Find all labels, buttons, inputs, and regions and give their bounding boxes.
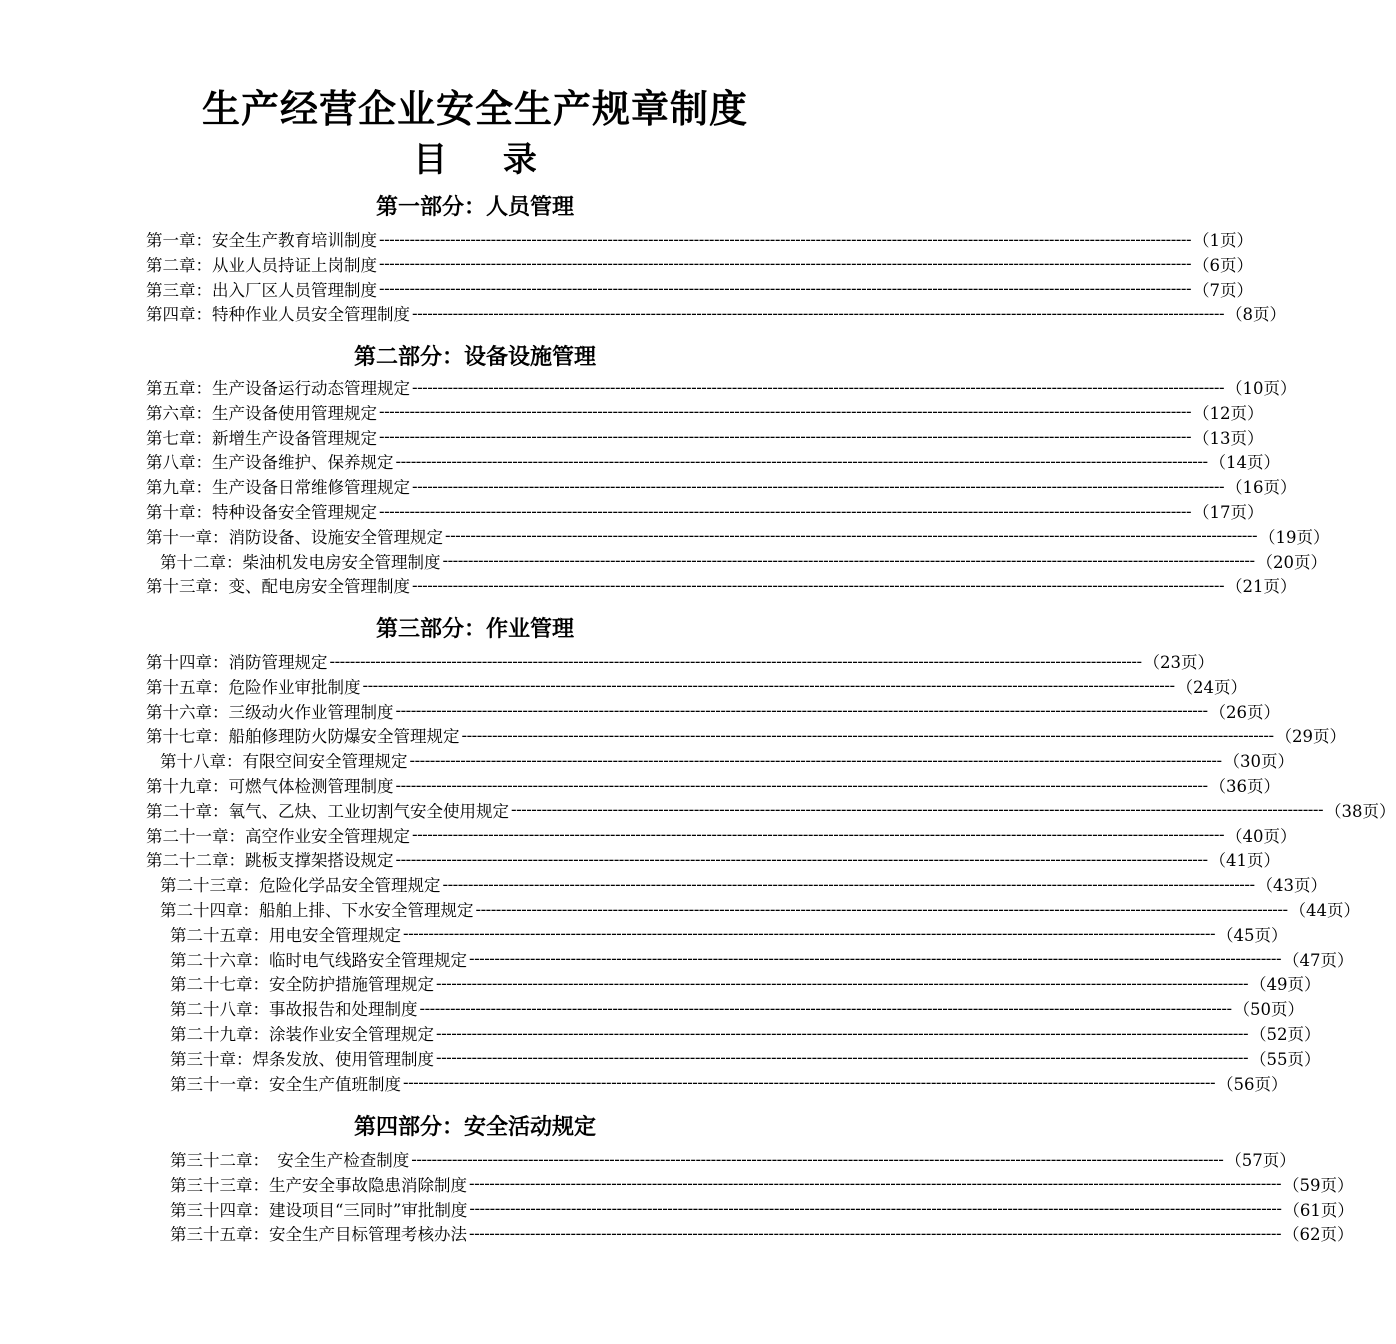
toc-entry-title: 第二章：从业人员持证上岗制度 (146, 255, 377, 275)
toc-entry[interactable] (146, 798, 1396, 822)
toc-entry[interactable] (170, 1071, 1288, 1095)
toc-entry-page: （14页） (1209, 453, 1281, 473)
dash-leader: ---------------------------------------------------------------------------------------------------------------------------------------------------------------- (362, 676, 1175, 696)
toc-entry-page: （41页） (1209, 851, 1281, 871)
toc-entry-title: 第十六章：三级动火作业管理制度 (146, 702, 394, 722)
toc-entry-page: （17页） (1193, 503, 1264, 522)
toc-entry[interactable] (146, 723, 1347, 747)
toc-entry-title: 第八章：生产设备维护、保养规定 (146, 453, 394, 473)
dash-leader: ---------------------------------------------------------------------------------------------------------------------------------------------------------------- (412, 377, 1225, 397)
dash-leader: ---------------------------------------------------------------------------------------------------------------------------------------------------------------- (412, 303, 1225, 323)
toc-entry-title: 第三章：出入厂区人员管理制度 (146, 280, 377, 300)
toc-heading: 目 录 (413, 140, 559, 180)
toc-entry-title: 第十章：特种设备安全管理规定 (146, 503, 377, 522)
toc-entry[interactable] (170, 1172, 1354, 1196)
dash-leader: ---------------------------------------------------------------------------------------------------------------------------------------------------------------- (395, 775, 1208, 795)
toc-entry-page: （29页） (1275, 727, 1347, 747)
toc-entry-page: （47页） (1283, 950, 1354, 970)
toc-entry[interactable] (146, 674, 1248, 698)
dash-leader: ---------------------------------------------------------------------------------------------------------------------------------------------------------------- (379, 402, 1192, 422)
dash-leader: ---------------------------------------------------------------------------------------------------------------------------------------------------------------- (411, 1149, 1224, 1169)
toc-entry-page: （55页） (1250, 1049, 1321, 1069)
toc-entry[interactable] (146, 699, 1281, 723)
dash-leader: ---------------------------------------------------------------------------------------------------------------------------------------------------------------- (403, 1073, 1216, 1093)
toc-entry-page: （1页） (1193, 231, 1254, 250)
part-heading: 第三部分：作业管理 (375, 616, 574, 642)
toc-entry-title: 第九章：生产设备日常维修管理规定 (146, 478, 410, 498)
toc-entry-title: 第二十章：氧气、乙炔、工业切割气安全使用规定 (146, 801, 509, 821)
dash-leader: ---------------------------------------------------------------------------------------------------------------------------------------------------------------- (379, 427, 1192, 447)
toc-entry[interactable] (146, 449, 1281, 473)
toc-entry-page: （24页） (1176, 677, 1248, 697)
toc-entry[interactable] (160, 549, 1328, 573)
toc-entry-title: 第二十九章：涂装作业安全管理规定 (170, 1025, 434, 1044)
dash-leader: ---------------------------------------------------------------------------------------------------------------------------------------------------------------- (469, 1199, 1282, 1219)
part-heading: 第四部分：安全活动规定 (353, 1114, 596, 1140)
dash-leader: ---------------------------------------------------------------------------------------------------------------------------------------------------------------- (409, 750, 1222, 770)
toc-entry[interactable] (146, 524, 1330, 548)
toc-entry-page: （59页） (1283, 1175, 1354, 1195)
toc-entry[interactable] (170, 922, 1288, 946)
toc-entry-title: 第十九章：可燃气体检测管理制度 (146, 777, 394, 796)
toc-entry-title: 第六章：生产设备使用管理规定 (146, 403, 377, 423)
dash-leader: ---------------------------------------------------------------------------------------------------------------------------------------------------------------- (436, 1048, 1249, 1068)
document-title: 生产经营企业安全生产规章制度 (201, 86, 748, 131)
toc-entry-page: （26页） (1209, 702, 1281, 722)
toc-entry[interactable] (170, 1197, 1354, 1221)
toc-entry[interactable] (146, 227, 1254, 251)
toc-entry-title: 第一章：安全生产教育培训制度 (146, 231, 377, 250)
toc-entry-page: （36页） (1209, 777, 1281, 796)
dash-leader: ---------------------------------------------------------------------------------------------------------------------------------------------------------------- (412, 825, 1225, 845)
toc-entry-title: 第二十七章：安全防护措施管理规定 (170, 975, 434, 995)
toc-entry-title: 第三十四章：建设项目“三同时”审批制度 (170, 1200, 468, 1220)
toc-entry-title: 第七章：新增生产设备管理规定 (146, 428, 377, 448)
toc-entry-page: （23页） (1143, 653, 1215, 672)
dash-leader: ---------------------------------------------------------------------------------------------------------------------------------------------------------------- (445, 526, 1258, 546)
toc-entry-page: （7页） (1193, 280, 1254, 300)
toc-entry[interactable] (170, 947, 1354, 971)
toc-entry-page: （62页） (1283, 1225, 1354, 1245)
toc-entry[interactable] (170, 1147, 1296, 1171)
toc-entry[interactable] (160, 872, 1328, 896)
toc-entry-title: 第二十四章：船舶上排、下水安全管理规定 (160, 901, 474, 920)
toc-entry[interactable] (146, 499, 1264, 523)
toc-entry[interactable] (170, 996, 1305, 1020)
dash-leader: ---------------------------------------------------------------------------------------------------------------------------------------------------------------- (469, 949, 1282, 969)
toc-entry-title: 第三十三章：生产安全事故隐患消除制度 (170, 1175, 467, 1195)
toc-entry-page: （6页） (1193, 255, 1254, 275)
toc-entry[interactable] (170, 1221, 1354, 1245)
toc-entry-page: （45页） (1217, 925, 1288, 945)
toc-entry-page: （19页） (1259, 527, 1330, 547)
toc-entry[interactable] (146, 400, 1264, 424)
toc-entry-page: （50页） (1233, 1000, 1305, 1020)
toc-entry-page: （12页） (1193, 403, 1264, 423)
dash-leader: ---------------------------------------------------------------------------------------------------------------------------------------------------------------- (395, 451, 1208, 471)
toc-entry-title: 第三十五章：安全生产目标管理考核办法 (170, 1225, 467, 1245)
toc-entry-page: （49页） (1250, 975, 1321, 995)
toc-entry-page: （52页） (1250, 1025, 1321, 1044)
toc-entry-page: （43页） (1256, 876, 1328, 896)
toc-entry-page: （21页） (1226, 577, 1297, 597)
toc-entry-title: 第二十八章：事故报告和处理制度 (170, 1000, 418, 1020)
toc-entry-title: 第十七章：船舶修理防火防爆安全管理规定 (146, 727, 460, 747)
toc-entry-page: （16页） (1226, 478, 1297, 498)
dash-leader: ---------------------------------------------------------------------------------------------------------------------------------------------------------------- (461, 725, 1274, 745)
toc-entry-title: 第三十一章：安全生产值班制度 (170, 1074, 401, 1094)
dash-leader: ---------------------------------------------------------------------------------------------------------------------------------------------------------------- (469, 1223, 1282, 1243)
toc-entry-title: 第四章：特种作业人员安全管理制度 (146, 305, 410, 325)
dash-leader: ---------------------------------------------------------------------------------------------------------------------------------------------------------------- (436, 1023, 1249, 1043)
toc-entry[interactable] (146, 252, 1254, 276)
toc-entry[interactable] (146, 649, 1215, 673)
toc-entry-title: 第十一章：消防设备、设施安全管理规定 (146, 527, 443, 547)
dash-leader: ---------------------------------------------------------------------------------------------------------------------------------------------------------------- (403, 924, 1216, 944)
dash-leader: ---------------------------------------------------------------------------------------------------------------------------------------------------------------- (436, 973, 1249, 993)
dash-leader: ---------------------------------------------------------------------------------------------------------------------------------------------------------------- (379, 279, 1192, 299)
dash-leader: ---------------------------------------------------------------------------------------------------------------------------------------------------------------- (412, 476, 1225, 496)
toc-entry-title: 第十三章：变、配电房安全管理制度 (146, 577, 410, 597)
toc-entry[interactable] (170, 971, 1321, 995)
toc-entry-page: （8页） (1226, 305, 1287, 325)
toc-entry[interactable] (146, 277, 1254, 301)
toc-entry-title: 第二十二章：跳板支撑架搭设规定 (146, 851, 394, 871)
dash-leader: ---------------------------------------------------------------------------------------------------------------------------------------------------------------- (379, 501, 1192, 521)
toc-entry-title: 第十二章：柴油机发电房安全管理制度 (160, 552, 441, 572)
toc-entry-page: （40页） (1226, 826, 1297, 846)
toc-entry[interactable] (146, 301, 1287, 325)
toc-entry[interactable] (146, 474, 1297, 498)
toc-entry-title: 第三十章：焊条发放、使用管理制度 (170, 1049, 434, 1069)
part-heading: 第一部分：人员管理 (375, 194, 574, 220)
dash-leader: ---------------------------------------------------------------------------------------------------------------------------------------------------------------- (511, 800, 1324, 820)
toc-entry-page: （61页） (1283, 1200, 1354, 1220)
toc-entry-title: 第二十一章：高空作业安全管理规定 (146, 826, 410, 846)
dash-leader: ---------------------------------------------------------------------------------------------------------------------------------------------------------------- (395, 701, 1208, 721)
toc-entry[interactable] (170, 1021, 1321, 1045)
toc-entry[interactable] (146, 375, 1297, 399)
toc-entry[interactable] (146, 573, 1297, 597)
dash-leader: ---------------------------------------------------------------------------------------------------------------------------------------------------------------- (469, 1174, 1282, 1194)
part-heading: 第二部分：设备设施管理 (353, 344, 596, 370)
toc-entry-title: 第十五章：危险作业审批制度 (146, 677, 361, 697)
dash-leader: ---------------------------------------------------------------------------------------------------------------------------------------------------------------- (379, 229, 1192, 249)
toc-entry[interactable] (146, 823, 1297, 847)
toc-entry[interactable] (160, 897, 1361, 921)
toc-entry[interactable] (146, 425, 1264, 449)
toc-entry-page: （20页） (1256, 552, 1328, 572)
toc-entry-title: 第二十五章：用电安全管理规定 (170, 925, 401, 945)
dash-leader: ---------------------------------------------------------------------------------------------------------------------------------------------------------------- (329, 651, 1142, 671)
toc-entry-page: （56页） (1217, 1074, 1288, 1094)
dash-leader: ---------------------------------------------------------------------------------------------------------------------------------------------------------------- (442, 551, 1255, 571)
toc-entry-title: 第二十三章：危险化学品安全管理规定 (160, 876, 441, 896)
toc-entry[interactable] (160, 748, 1295, 772)
toc-entry-title: 第十四章：消防管理规定 (146, 653, 328, 672)
toc-entry-page: （30页） (1223, 752, 1295, 772)
dash-leader: ---------------------------------------------------------------------------------------------------------------------------------------------------------------- (442, 874, 1255, 894)
toc-entry[interactable] (146, 773, 1281, 797)
dash-leader: ---------------------------------------------------------------------------------------------------------------------------------------------------------------- (395, 849, 1208, 869)
toc-entry-page: （10页） (1226, 379, 1297, 398)
toc-entry-title: 第十八章：有限空间安全管理规定 (160, 752, 408, 772)
toc-entry-page: （13页） (1193, 428, 1264, 448)
toc-entry-page: （57页） (1225, 1151, 1296, 1170)
toc-entry-page: （38页） (1325, 801, 1396, 821)
toc-entry[interactable] (146, 847, 1281, 871)
toc-entry-title: 第三十二章： 安全生产检查制度 (170, 1151, 410, 1170)
toc-entry-title: 第二十六章：临时电气线路安全管理规定 (170, 950, 467, 970)
dash-leader: ---------------------------------------------------------------------------------------------------------------------------------------------------------------- (412, 575, 1225, 595)
toc-entry-page: （44页） (1289, 901, 1361, 920)
toc-entry[interactable] (170, 1046, 1321, 1070)
dash-leader: ---------------------------------------------------------------------------------------------------------------------------------------------------------------- (379, 254, 1192, 274)
toc-entry-title: 第五章：生产设备运行动态管理规定 (146, 379, 410, 398)
dash-leader: ---------------------------------------------------------------------------------------------------------------------------------------------------------------- (419, 998, 1232, 1018)
dash-leader: ---------------------------------------------------------------------------------------------------------------------------------------------------------------- (475, 899, 1288, 919)
